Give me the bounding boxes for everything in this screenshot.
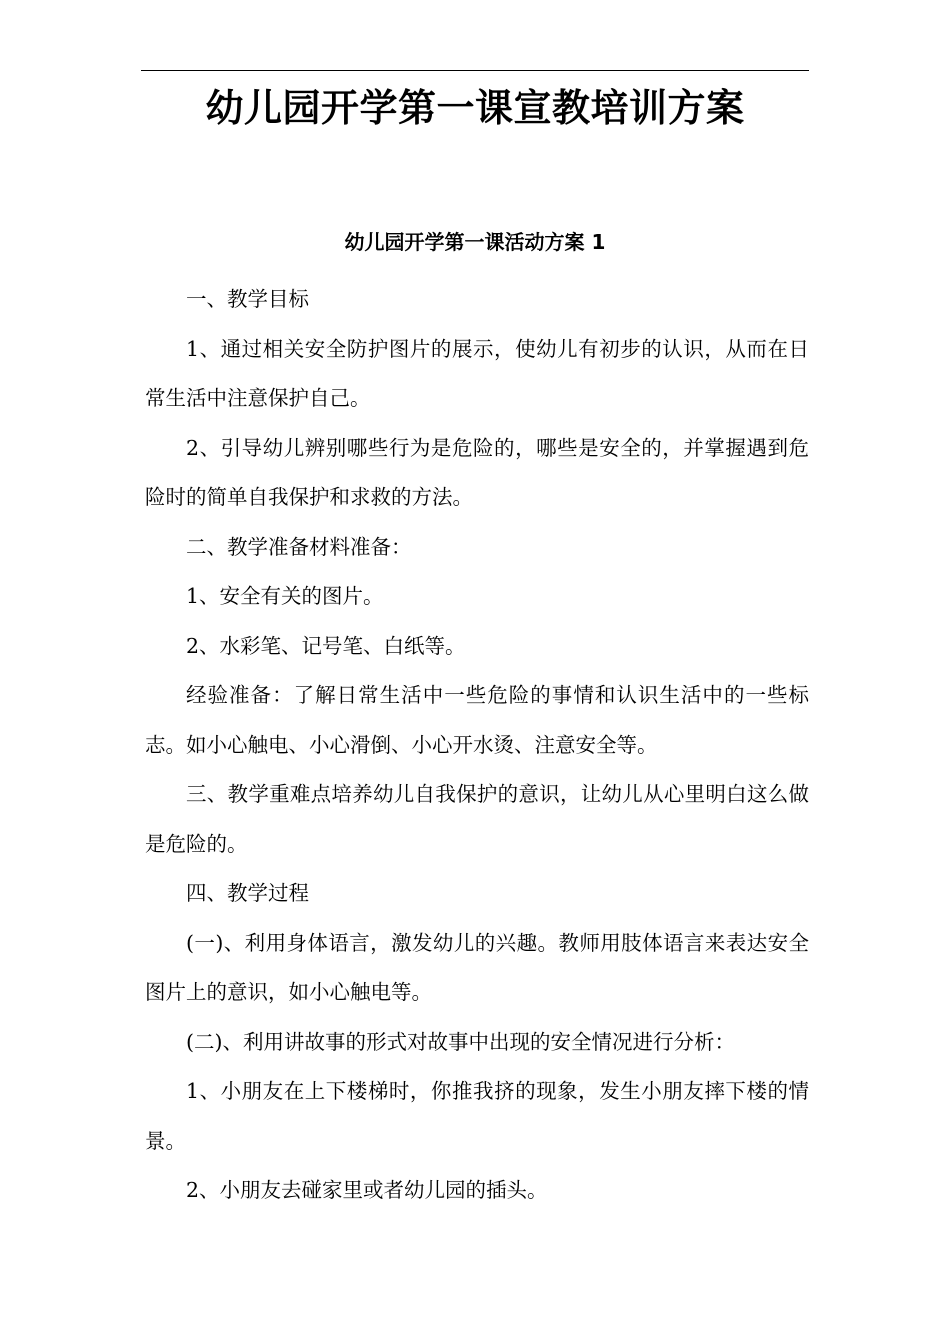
paragraph-heading-process: 四、教学过程 [186,881,309,905]
document-body [145,275,809,1216]
paragraph-heading-objectives: 一、教学目标 [186,287,309,311]
paragraph-story-1: 1、小朋友在上下楼梯时，你推我挤的现象，发生小朋友摔下楼的情景。 [145,1079,809,1153]
paragraph-material-1: 1、安全有关的图片。 [186,584,384,608]
paragraph-objective-1: 1、通过相关安全防护图片的展示，使幼儿有初步的认识，从而在日常生活中注意保护自己。 [145,336,809,410]
document-title: 幼儿园开学第一课宣教培训方案 [205,85,745,130]
paragraph-process-2: (二)、利用讲故事的形式对故事中出现的安全情况进行分析： [186,1029,735,1054]
header-rule [141,70,809,71]
paragraph-objective-2: 2、引导幼儿辨别哪些行为是危险的，哪些是安全的，并掌握遇到危险时的简单自我保护和求救的方法。 [145,435,809,509]
paragraph-process-1: (一)、利用身体语言，激发幼儿的兴趣。教师用肢体语言来表达安全图片上的意识，如小心触电等。 [145,930,809,1004]
section-title: 幼儿园开学第一课活动方案 1 [344,230,606,254]
paragraph-material-2: 2、水彩笔、记号笔、白纸等。 [186,633,466,658]
paragraph-heading-preparation: 二、教学准备材料准备： [186,534,412,559]
paragraph-story-2: 2、小朋友去碰家里或者幼儿园的插头。 [186,1178,548,1202]
paragraph-experience-preparation: 经验准备：了解日常生活中一些危险的事情和认识生活中的一些标志。如小心触电、小心滑倒、小心开水烫、注意安全等。 [145,683,809,757]
paragraph-key-points: 三、教学重难点培养幼儿自我保护的意识，让幼儿从心里明白这么做是危险的。 [145,782,809,856]
